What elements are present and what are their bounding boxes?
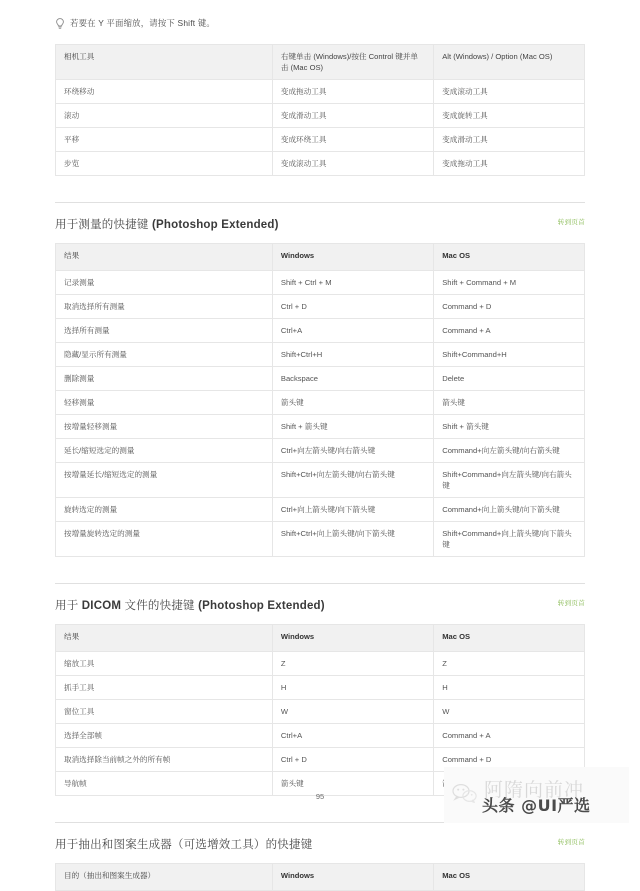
table-row <box>56 295 585 319</box>
table-row <box>56 522 585 557</box>
table-row <box>56 271 585 295</box>
column-header: 结果 <box>56 244 273 271</box>
cell: Shift + 箭头键 <box>434 415 585 439</box>
section-heading-measurement <box>55 202 585 232</box>
cell: 变成滑动工具 <box>434 128 585 152</box>
cell: 取消选择除当前帧之外的所有帧 <box>56 748 273 772</box>
watermark-main-text: 头条 @UI严选 <box>482 796 591 815</box>
cell: 变成滚动工具 <box>434 80 585 104</box>
heading-dicom: DICOM <box>81 600 122 612</box>
page-content <box>55 18 585 891</box>
cell: 按增量旋转选定的测量 <box>56 522 273 557</box>
cell: 平移 <box>56 128 273 152</box>
cell: Shift + 箭头键 <box>272 415 433 439</box>
cell: 按增量轻移测量 <box>56 415 273 439</box>
table-row <box>56 128 585 152</box>
table-row <box>56 343 585 367</box>
page-title <box>55 836 585 852</box>
cell: Z <box>434 652 585 676</box>
cell: H <box>272 676 433 700</box>
table-row <box>56 319 585 343</box>
cell: 选择所有测量 <box>56 319 273 343</box>
camera-tools-table <box>55 44 585 176</box>
cell: 窗位工具 <box>56 700 273 724</box>
cell: 箭头键 <box>272 772 433 796</box>
column-header: 结果 <box>56 625 273 652</box>
column-header: 右键单击 (Windows)/按住 Control 键并单击 (Mac OS) <box>272 45 433 80</box>
cell: 变成滑动工具 <box>272 104 433 128</box>
cell: H <box>434 676 585 700</box>
wechat-icon <box>452 783 478 805</box>
table-row <box>56 391 585 415</box>
watermark <box>444 766 634 824</box>
back-to-top-link[interactable]: 转到页首 <box>557 839 585 846</box>
table-row <box>56 652 585 676</box>
cell: 按增量延长/缩短选定的测量 <box>56 463 273 498</box>
column-header: Mac OS <box>434 625 585 652</box>
cell: W <box>272 700 433 724</box>
table-row <box>56 439 585 463</box>
table-row <box>56 415 585 439</box>
cell: 抓手工具 <box>56 676 273 700</box>
cell: 选择全部帧 <box>56 724 273 748</box>
table-row <box>56 152 585 176</box>
cell: 旋转选定的测量 <box>56 498 273 522</box>
cell: 删除测量 <box>56 367 273 391</box>
cell: 变成旋转工具 <box>434 104 585 128</box>
watermark-inner <box>444 767 626 823</box>
page-number: 95 <box>315 792 325 801</box>
table-header-row <box>56 625 585 652</box>
table-row <box>56 367 585 391</box>
cell: Command + A <box>434 319 585 343</box>
table-row <box>56 700 585 724</box>
cell: 轻移测量 <box>56 391 273 415</box>
cell: 变成拖动工具 <box>272 80 433 104</box>
cell: Z <box>272 652 433 676</box>
cell: Command+向左箭头键/向右箭头键 <box>434 439 585 463</box>
cell: Backspace <box>272 367 433 391</box>
cell: 延长/缩短选定的测量 <box>56 439 273 463</box>
cell: Shift+Command+H <box>434 343 585 367</box>
measurement-table <box>55 243 585 557</box>
table-row <box>56 104 585 128</box>
table-row <box>56 463 585 498</box>
table-row <box>56 498 585 522</box>
cell: Ctrl+向上箭头键/向下箭头键 <box>272 498 433 522</box>
back-to-top-link[interactable]: 转到页首 <box>557 600 585 607</box>
heading-cn-post: 文件的快捷键 <box>121 600 199 612</box>
table-header-row <box>56 244 585 271</box>
cell: 变成环绕工具 <box>272 128 433 152</box>
column-header: 目的（抽出和图案生成器） <box>56 864 273 891</box>
tip-note <box>55 18 585 30</box>
cell: 导航帧 <box>56 772 273 796</box>
cell: 缩放工具 <box>56 652 273 676</box>
cell: 变成拖动工具 <box>434 152 585 176</box>
column-header: Windows <box>272 625 433 652</box>
cell: 变成滚动工具 <box>272 152 433 176</box>
cell: Command + A <box>434 724 585 748</box>
table-row <box>56 80 585 104</box>
lightbulb-icon <box>55 18 65 30</box>
back-to-top-link[interactable]: 转到页首 <box>557 219 585 226</box>
column-header: Mac OS <box>434 244 585 271</box>
cell: Shift+Ctrl+向上箭头键/向下箭头键 <box>272 522 433 557</box>
cell: Shift+Ctrl+H <box>272 343 433 367</box>
cell: W <box>434 700 585 724</box>
cell: 步览 <box>56 152 273 176</box>
cell: 隐藏/显示所有测量 <box>56 343 273 367</box>
cell: Command + D <box>434 748 585 772</box>
table-row <box>56 676 585 700</box>
cell: 取消选择所有测量 <box>56 295 273 319</box>
table-row <box>56 724 585 748</box>
page-title <box>55 597 585 613</box>
extract-pattern-table <box>55 863 585 891</box>
cell: 环绕移动 <box>56 80 273 104</box>
cell: Shift+Command+向左箭头键/向右箭头键 <box>434 463 585 498</box>
cell: Command + D <box>434 295 585 319</box>
cell: Ctrl+向左箭头键/向右箭头键 <box>272 439 433 463</box>
column-header: Mac OS <box>434 864 585 891</box>
column-header: 相机工具 <box>56 45 273 80</box>
heading-en: (Photoshop Extended) <box>152 219 279 231</box>
cell: Shift+Ctrl+向左箭头键/向右箭头键 <box>272 463 433 498</box>
cell: Command+向上箭头键/向下箭头键 <box>434 498 585 522</box>
heading-cn: 用于抽出和图案生成器（可选增效工具）的快捷键 <box>55 839 313 851</box>
cell: Delete <box>434 367 585 391</box>
cell: Shift + Command + M <box>434 271 585 295</box>
section-heading-dicom <box>55 583 585 613</box>
watermark-ghost-text: 阿隋向前冲 <box>484 779 585 801</box>
column-header: Windows <box>272 244 433 271</box>
cell: Shift+Command+向上箭头键/向下箭头键 <box>434 522 585 557</box>
cell: 箭头键 <box>434 391 585 415</box>
cell: Ctrl+A <box>272 724 433 748</box>
cell: Ctrl + D <box>272 295 433 319</box>
heading-cn: 用于测量的快捷键 <box>55 219 152 231</box>
tip-text: 若要在 Y 平面缩放，请按下 Shift 键。 <box>70 18 215 28</box>
heading-cn-pre: 用于 <box>55 600 82 612</box>
column-header: Windows <box>272 864 433 891</box>
cell: Ctrl+A <box>272 319 433 343</box>
section-heading-extract <box>55 822 585 852</box>
table-header-row <box>56 45 585 80</box>
heading-en: (Photoshop Extended) <box>198 600 325 612</box>
cell: Ctrl + D <box>272 748 433 772</box>
column-header: Alt (Windows) / Option (Mac OS) <box>434 45 585 80</box>
cell: 箭头键 <box>272 391 433 415</box>
cell: 记录测量 <box>56 271 273 295</box>
cell: 滚动 <box>56 104 273 128</box>
table-header-row <box>56 864 585 891</box>
page-title <box>55 216 585 232</box>
cell: Shift + Ctrl + M <box>272 271 433 295</box>
